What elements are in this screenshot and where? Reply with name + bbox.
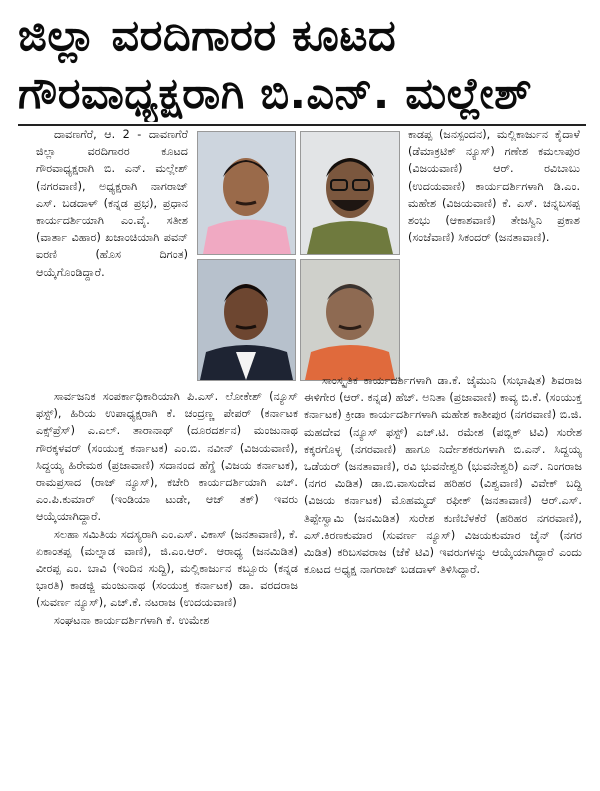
article-column-1 [36, 126, 188, 388]
photo-portrait-3 [197, 259, 296, 381]
article-column-4 [304, 372, 582, 782]
photo-portrait-2 [300, 131, 400, 255]
paragraph: ದಾವಣಗೆರೆ, ಆ. 2 - ದಾವಣಗೆರೆ ಜಿಲ್ಲಾ ವರದಿಗಾರರ ಕೂಟದ ಗೌರವಾಧ್ಯಕ್ಷರಾಗಿ ಬಿ. ಎನ್. ಮಲ್ಲೇಶ್ (ನಗರವಾಣಿ), ಅಧ್ಯಕ್ಷರಾಗಿ ನಾಗರಾಜ್ ಎಸ್. ಬಡದಾಳ್ (ಕನ್ನಡ ಪ್ರಭ), ಪ್ರಧಾನ ಕಾರ್ಯದರ್ಶಿಯಾಗಿ ಎಂ.ವೈ. ಸತೀಶ (ವಾರ್ತಾ ವಿಹಾರ) ಖಜಾಂಚಿಯಾಗಿ ಪವನ್ ಐರಣಿ (ಹೊಸ ದಿಗಂತ) ಆಯ್ಕೆಗೊಂಡಿದ್ದಾರೆ. [36, 128, 188, 279]
paragraph: ಸಲಹಾ ಸಮಿತಿಯ ಸದಸ್ಯರಾಗಿ ಎಂ.ಎಸ್. ವಿಕಾಸ್ (ಜನತಾವಾಣಿ), ಕೆ. ಏಕಾಂತಪ್ಪ (ಮಲ್ನಾಡ ವಾಣಿ), ಜಿ.ಎಂ.ಆರ್. ಆರಾಧ್ಯ (ಜನಮಿಡಿತ) ವೀರಪ್ಪ ಎಂ. ಬಾವಿ (ಇಂದಿನ ಸುದ್ದಿ), ಮಲ್ಲಿಕಾರ್ಜುನ ಕಬ್ಬೂರು (ಕನ್ನಡ ಭಾರತಿ) ಕಾಡಜ್ಜಿ ಮಂಜುನಾಥ (ಸಂಯುಕ್ತ ಕರ್ನಾಟಕ) ಡಾ. ವರದರಾಜ (ಸುವರ್ಣ ನ್ಯೂಸ್), ಎಚ್.ಕೆ. ನಟರಾಜ (ಉದಯವಾಣಿ) [36, 527, 298, 610]
paragraph: ಸಾರ್ವಜನಿಕ ಸಂಪರ್ಕಾಧಿಕಾರಿಯಾಗಿ ಪಿ.ಎಸ್. ಲೋಕೇಶ್ (ನ್ಯೂಸ್ ಫಸ್ಟ್), ಹಿರಿಯ ಉಪಾಧ್ಯಕ್ಷರಾಗಿ ಕೆ. ಚಂದ್ರಣ್ಣ ಪೇಪರ್ (ಕರ್ನಾಟಕ ಎಕ್ಸ್‌ಪ್ರೆಸ್) ಎ.ಎಲ್. ತಾರಾನಾಥ್ (ದೂರದರ್ಶನ) ಮಂಜುನಾಥ ಗೌರಕ್ಕಳವರ್ (ಸಂಯುಕ್ತ ಕರ್ನಾಟಕ) ಎಂ.ಬಿ. ನವೀನ್ (ವಿಜಯವಾಣಿ), ಸಿದ್ದಯ್ಯ ಹಿರೇಮಠ (ಪ್ರಜಾವಾಣಿ) ಸದಾನಂದ ಹೆಗ್ಡೆ (ವಿಜಯ ಕರ್ನಾಟಕ), ರಾಮಪ್ರಸಾದ (ರಾಜ್ ನ್ಯೂಸ್), ಕಚೇರಿ ಕಾರ್ಯದರ್ಶಿಯಾಗಿ ಎಚ್. ಎಂ.ಪಿ.ಕುಮಾರ್ (ಇಂಡಿಯಾ ಟುಡೇ, ಆಜ್ ತಕ್) ಇವರು ಆಯ್ಕೆಯಾಗಿದ್ದಾರೆ. [36, 390, 298, 524]
paragraph: ಕಾಡಪ್ಪ (ಜನಸ್ಪಂದನ), ಮಲ್ಲಿಕಾರ್ಜುನ ಕೈದಾಳೆ (ಡೆಮಾಕ್ರಟಿಕ್ ನ್ಯೂಸ್) ಗಣೇಶ ಕಮಲಾಪುರ (ವಿಜಯವಾಣಿ) ಆರ್. ರವಿಬಾಬು (ಉದಯವಾಣಿ) ಕಾರ್ಯದರ್ಶಿಗಳಾಗಿ ಡಿ.ಎಂ. ಮಹೇಶ (ವಿಜಯವಾಣಿ) ಕೆ. ಎಸ್. ಚನ್ನಬಸಪ್ಪ ಶಂಭು (ಆಕಾಶವಾಣಿ) ತೇಜಸ್ವಿನಿ ಪ್ರಕಾಶ (ಸಂಜೆವಾಣಿ) ಸಿಕಂದರ್ (ಜನತಾವಾಣಿ). [408, 128, 580, 245]
article-column-2 [408, 126, 580, 366]
paragraph: ಸಾಂಸ್ಕೃತಿಕ ಕಾರ್ಯದರ್ಶಿಗಳಾಗಿ ಡಾ.ಕೆ. ಜೈಮುನಿ (ಸುಭಾಷಿತ) ಶಿವರಾಜ ಈಳಿಗೇರ (ಆರ್. ಕನ್ನಡ) ಹೆಚ್. ಅನಿತಾ (ಪ್ರಜಾವಾಣಿ) ಕಾವ್ಯ ಬಿ.ಕೆ. (ಸಂಯುಕ್ತ ಕರ್ನಾಟಕ) ಕ್ರೀಡಾ ಕಾರ್ಯದರ್ಶಿಗಳಾಗಿ ಮಹೇಶ ಕಾಶೀಪುರ (ನಗರವಾಣಿ) ಬಿ.ಜಿ. ಮಹದೇವ (ನ್ಯೂಸ್ ಫಸ್ಟ್) ಎಚ್.ಟಿ. ರಮೇಶ (ಪಬ್ಲಿಕ್ ಟಿವಿ) ಸುರೇಶ ಕಕ್ಕರಗೊಳ್ಳ (ನಗರವಾಣಿ) ಹಾಗೂ ನಿರ್ದೇಶಕರುಗಳಾಗಿ ಬಿ.ಎನ್. ಸಿದ್ದಯ್ಯ ಒಡೆಯರ್ (ಜನತಾವಾಣಿ), ರವಿ ಭುವನೇಶ್ವರಿ (ಭುವನೇಶ್ವರಿ) ಎನ್. ನಿಂಗರಾಜ (ನಗರ ಮಿಡಿತ) ಡಾ.ಬಿ.ವಾಸುದೇವ ಹರಿಹರ (ವಿಶ್ವವಾಣಿ) ವಿವೇಕ್ ಬದ್ದಿ (ವಿಜಯ ಕರ್ನಾಟಕ) ಮೊಹಮ್ಮದ್ ರಫೀಕ್ (ಜನತಾವಾಣಿ) ಆರ್.ಎಸ್. ತಿಪ್ಪೇಸ್ವಾಮಿ (ಜನಮಿಡಿತ) ಸುರೇಶ ಕುಣಿಬೆಳಕೆರೆ (ಹರಿಹರ ನಗರವಾಣಿ), ಎಸ್.ಕಿರಣಕುಮಾರ (ಸುವರ್ಣ ನ್ಯೂಸ್) ವಿಜಯಕುಮಾರ ಜೈನ್ (ನಗರ ಮಿಡಿತ) ಕರಿಬಸವರಾಜ (ಜೆಕೆ ಟಿವಿ) ಇವರುಗಳನ್ನು ಆಯ್ಕೆಯಾಗಿದ್ದಾರೆ ಎಂದು ಕೂಟದ ಅಧ್ಯಕ್ಷ ನಾಗರಾಜ್ ಬಡದಾಳ್ ತಿಳಿಸಿದ್ದಾರೆ. [304, 374, 582, 577]
headline-line-1: ಜಿಲ್ಲಾ ವರದಿಗಾರರ ಕೂಟದ [18, 11, 397, 61]
paragraph: ಸಂಘಟನಾ ಕಾರ್ಯದರ್ಶಿಗಳಾಗಿ ಕೆ. ಉಮೇಶ [54, 613, 210, 627]
photo-portrait-1 [197, 131, 296, 255]
headline-line-2: ಗೌರವಾಧ್ಯಕ್ಷರಾಗಿ ಬಿ.ಎನ್. ಮಲ್ಲೇಶ್ [18, 69, 533, 119]
article-column-3 [36, 388, 298, 780]
photo-portrait-4 [300, 259, 400, 381]
